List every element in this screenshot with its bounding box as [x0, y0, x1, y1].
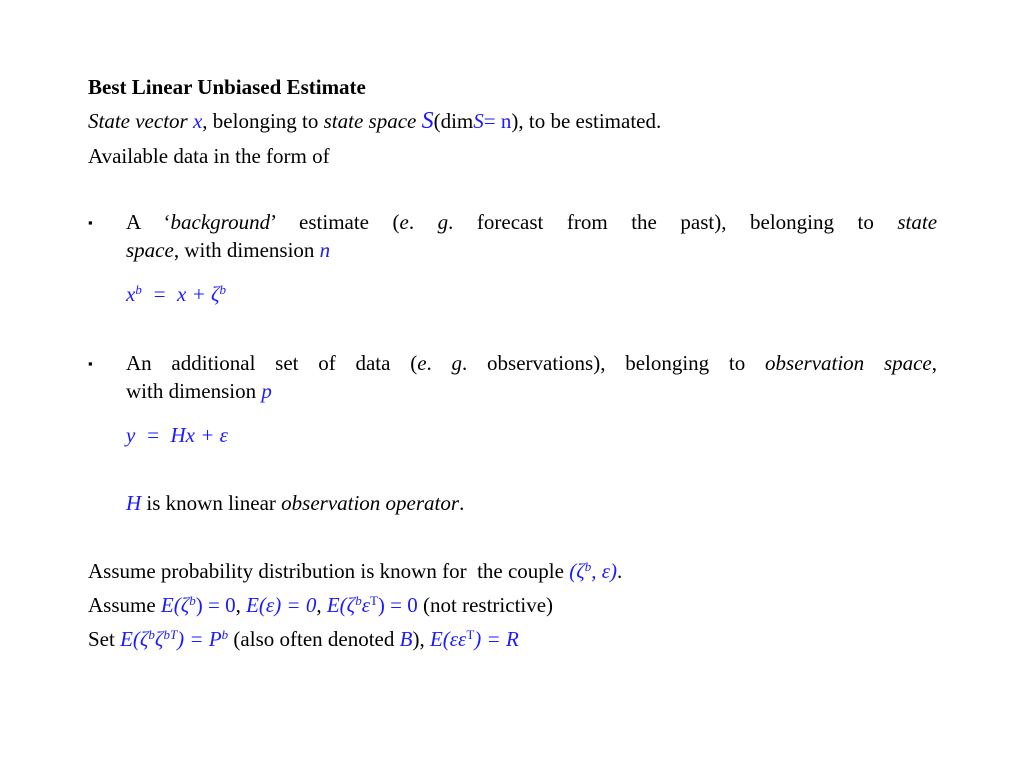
a2-s3b: T: [369, 593, 378, 608]
bullet-1-line-1: [126, 208, 937, 236]
b2-dot: .: [426, 351, 452, 375]
set-s3: b: [221, 627, 229, 642]
bullet-1-text: [126, 208, 937, 264]
intro-paren: (dim: [433, 109, 474, 133]
bullet-2-line-1: [126, 349, 937, 377]
a2-E3b: ε: [361, 593, 370, 617]
bullet-2-text: [126, 349, 937, 405]
intro-eq-n: = n: [483, 109, 512, 133]
equation-observation: y = Hx + ε: [126, 423, 228, 447]
set-B: B: [399, 627, 413, 651]
intro-rest: ), to be estimated.: [511, 109, 662, 133]
b1-g: g: [437, 210, 449, 234]
intro-S2: S: [473, 109, 484, 133]
b1-b: ’ estimate (: [270, 210, 400, 234]
assume-line-1: [88, 558, 622, 584]
b2-a: An additional set of data (: [126, 351, 418, 375]
assume-line-2: [88, 592, 553, 618]
b2-e: e: [417, 351, 427, 375]
a1-zeta: (ζ: [569, 559, 585, 583]
H-operator: observation operator: [281, 491, 460, 515]
eq1-sup-b2: b: [219, 282, 226, 297]
b2-d: ,: [931, 351, 938, 375]
H-line: [126, 490, 464, 516]
eq1-sup-b: b: [135, 282, 142, 297]
set-E2b: ) = R: [474, 627, 519, 651]
b2-e2: with dimension: [126, 379, 262, 403]
a2-E3: E(ζ: [326, 593, 356, 617]
set-s1: b: [148, 627, 155, 642]
b1-space: space: [126, 238, 174, 262]
a1-text: Assume probability distribution is known for the couple: [88, 559, 570, 583]
b1-state: state: [897, 210, 938, 234]
a2-tail: (not restrictive): [417, 593, 554, 617]
intro-state-vector: State vector: [88, 109, 188, 133]
H-dot: .: [459, 491, 465, 515]
bullet-1-line-2: [126, 238, 330, 262]
intro-belonging: , belonging to: [202, 109, 319, 133]
intro-S: S: [421, 108, 434, 134]
slide-title: Best Linear Unbiased Estimate: [88, 75, 366, 99]
H-symbol: H: [126, 491, 142, 515]
set-E1c: ) = P: [177, 627, 222, 651]
b2-g: g: [451, 351, 463, 375]
set-text: Set: [88, 627, 121, 651]
b1-background: background: [170, 210, 271, 234]
a1-eps: , ε): [591, 559, 617, 583]
available-line: Available data in the form of: [88, 144, 330, 168]
a1-sup: b: [584, 559, 592, 574]
b1-d: , with dimension: [173, 238, 320, 262]
b2-obs-space: observation space: [765, 351, 932, 375]
set-E1b: ζ: [154, 627, 164, 651]
a2-c2: ,: [316, 593, 327, 617]
set-line: [88, 626, 519, 652]
b2-c: . observations), belonging to: [462, 351, 766, 375]
a2-s3a: b: [355, 593, 362, 608]
a2-c1: ,: [235, 593, 247, 617]
b1-c: . forecast from the past), belonging to: [448, 210, 898, 234]
intro-x: x: [192, 109, 203, 133]
b1-dot: .: [408, 210, 438, 234]
set-E2: E(εε: [429, 627, 467, 651]
b1-n: n: [319, 238, 331, 262]
a2-E1b: ) = 0: [195, 593, 236, 617]
a2-s1: b: [189, 593, 196, 608]
set-s4: T: [466, 627, 475, 642]
equation-background: [126, 281, 226, 307]
eq1-mid: = x + ζ: [141, 282, 220, 306]
a2-E2: E(ε) = 0: [246, 593, 317, 617]
bullet-2-line-2: [126, 379, 272, 403]
bullet-2-marker: ▪: [88, 356, 93, 371]
H-text: is known linear: [141, 491, 282, 515]
set-E1: E(ζ: [120, 627, 149, 651]
a2-E3c: ) = 0: [377, 593, 418, 617]
b1-e: e: [399, 210, 409, 234]
intro-line: [88, 108, 661, 134]
bullet-1-marker: ▪: [88, 215, 93, 230]
a1-dot: .: [616, 559, 623, 583]
set-c: ),: [412, 627, 430, 651]
set-s2: bT: [163, 627, 178, 642]
intro-state-space: state space: [323, 109, 417, 133]
eq1-x: x: [126, 282, 136, 306]
a2-text: Assume: [88, 593, 161, 617]
b2-p: p: [261, 379, 272, 403]
a2-E1: E(ζ: [160, 593, 190, 617]
set-b: (also often denoted: [228, 627, 400, 651]
b1-a: A ‘: [126, 210, 171, 234]
